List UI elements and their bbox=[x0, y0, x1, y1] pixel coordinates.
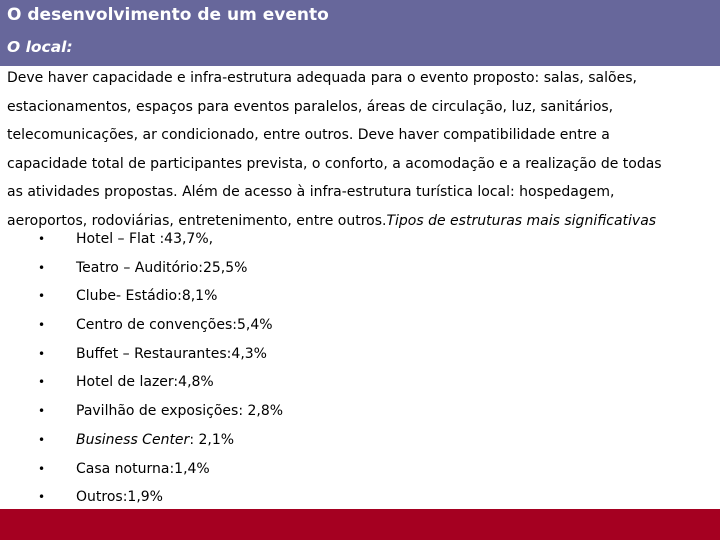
bullet-icon: • bbox=[38, 232, 46, 246]
bullet-icon: • bbox=[38, 260, 46, 275]
list-item-value: 4,3% bbox=[231, 345, 267, 362]
paragraph-line: as atividades propostas. Além de acesso à infra-estrutura turística local: hospedagem, bbox=[7, 184, 615, 200]
page-title: O desenvolvimento de um evento bbox=[7, 5, 329, 25]
list-item-value: 8,1% bbox=[181, 288, 218, 305]
bullet-icon: • bbox=[38, 318, 46, 333]
list-item-text bbox=[76, 455, 210, 484]
list-item-text bbox=[76, 311, 273, 340]
list-item-label: Centro de convenções: bbox=[76, 317, 237, 334]
paragraph-line: capacidade total de participantes prevista, o conforto, a acomodação e a realização de todas bbox=[7, 155, 662, 172]
list-item-text bbox=[76, 426, 234, 455]
list-item-label: Clube- Estádio: bbox=[76, 288, 182, 305]
bullet-icon: • bbox=[38, 490, 46, 505]
list-item bbox=[0, 368, 720, 397]
list-item-text bbox=[76, 368, 214, 397]
list-item bbox=[0, 340, 720, 369]
footer-bar bbox=[0, 509, 720, 540]
bullet-icon: • bbox=[38, 404, 46, 419]
list-item-value: 25,5% bbox=[202, 259, 248, 276]
list-item-value: 5,4% bbox=[236, 317, 273, 334]
list-item bbox=[0, 455, 720, 484]
list-item-label: Buffet – Restaurantes: bbox=[76, 345, 232, 362]
bullet-icon: • bbox=[38, 346, 46, 361]
list-item-label: Hotel – Flat : bbox=[76, 231, 165, 247]
section-subtitle: O local: bbox=[7, 38, 73, 56]
list-item-value: 1,9% bbox=[127, 489, 163, 506]
header-bar bbox=[0, 0, 720, 66]
list-item bbox=[0, 225, 720, 254]
list-item bbox=[0, 397, 720, 426]
bullet-icon: • bbox=[38, 432, 46, 447]
paragraph-line: telecomunicações, ar condicionado, entre outros. Deve haver compatibilidade entre a bbox=[7, 127, 610, 143]
bullet-icon: • bbox=[38, 289, 46, 304]
list-item-value: 4,8% bbox=[178, 374, 214, 391]
list-item-text bbox=[76, 397, 283, 426]
body-paragraph bbox=[7, 64, 717, 235]
bullet-icon: • bbox=[38, 461, 46, 476]
list-item-value: 1,4% bbox=[174, 460, 210, 477]
list-item bbox=[0, 311, 720, 340]
list-item bbox=[0, 483, 720, 512]
list-item-text bbox=[76, 254, 247, 283]
list-item-value: 2,8% bbox=[247, 403, 284, 420]
bullet-icon: • bbox=[38, 375, 46, 390]
list-item bbox=[0, 254, 720, 283]
list-item-label: Pavilhão de exposições: bbox=[76, 403, 248, 420]
list-item-text bbox=[76, 282, 217, 311]
paragraph-line: estacionamentos, espaços para eventos paralelos, áreas de circulação, luz, sanitários, bbox=[7, 98, 614, 115]
paragraph-line-text: aeroportos, rodoviárias, entretenimento, entre outros. bbox=[7, 212, 387, 229]
list-item-label: Teatro – Auditório: bbox=[76, 259, 203, 276]
list-item-text bbox=[76, 483, 163, 512]
list-item bbox=[0, 426, 720, 455]
list-item-label: Hotel de lazer: bbox=[76, 374, 179, 391]
list-item-text bbox=[76, 225, 213, 254]
venue-type-list bbox=[0, 225, 720, 512]
list-item-label: Casa noturna: bbox=[76, 460, 175, 477]
list-item-value: 43,7%, bbox=[164, 231, 214, 247]
list-item-text bbox=[76, 340, 267, 369]
list-item-label: Business Center bbox=[76, 431, 190, 448]
list-item-label: Outros: bbox=[76, 489, 128, 506]
paragraph-italic-text: Tipos de estruturas mais significativas bbox=[386, 212, 657, 229]
list-item-separator: : bbox=[189, 431, 199, 448]
paragraph-line: Deve haver capacidade e infra-estrutura adequada para o evento proposto: salas, salões, bbox=[7, 70, 637, 86]
list-item bbox=[0, 282, 720, 311]
list-item-value: 2,1% bbox=[198, 431, 235, 448]
